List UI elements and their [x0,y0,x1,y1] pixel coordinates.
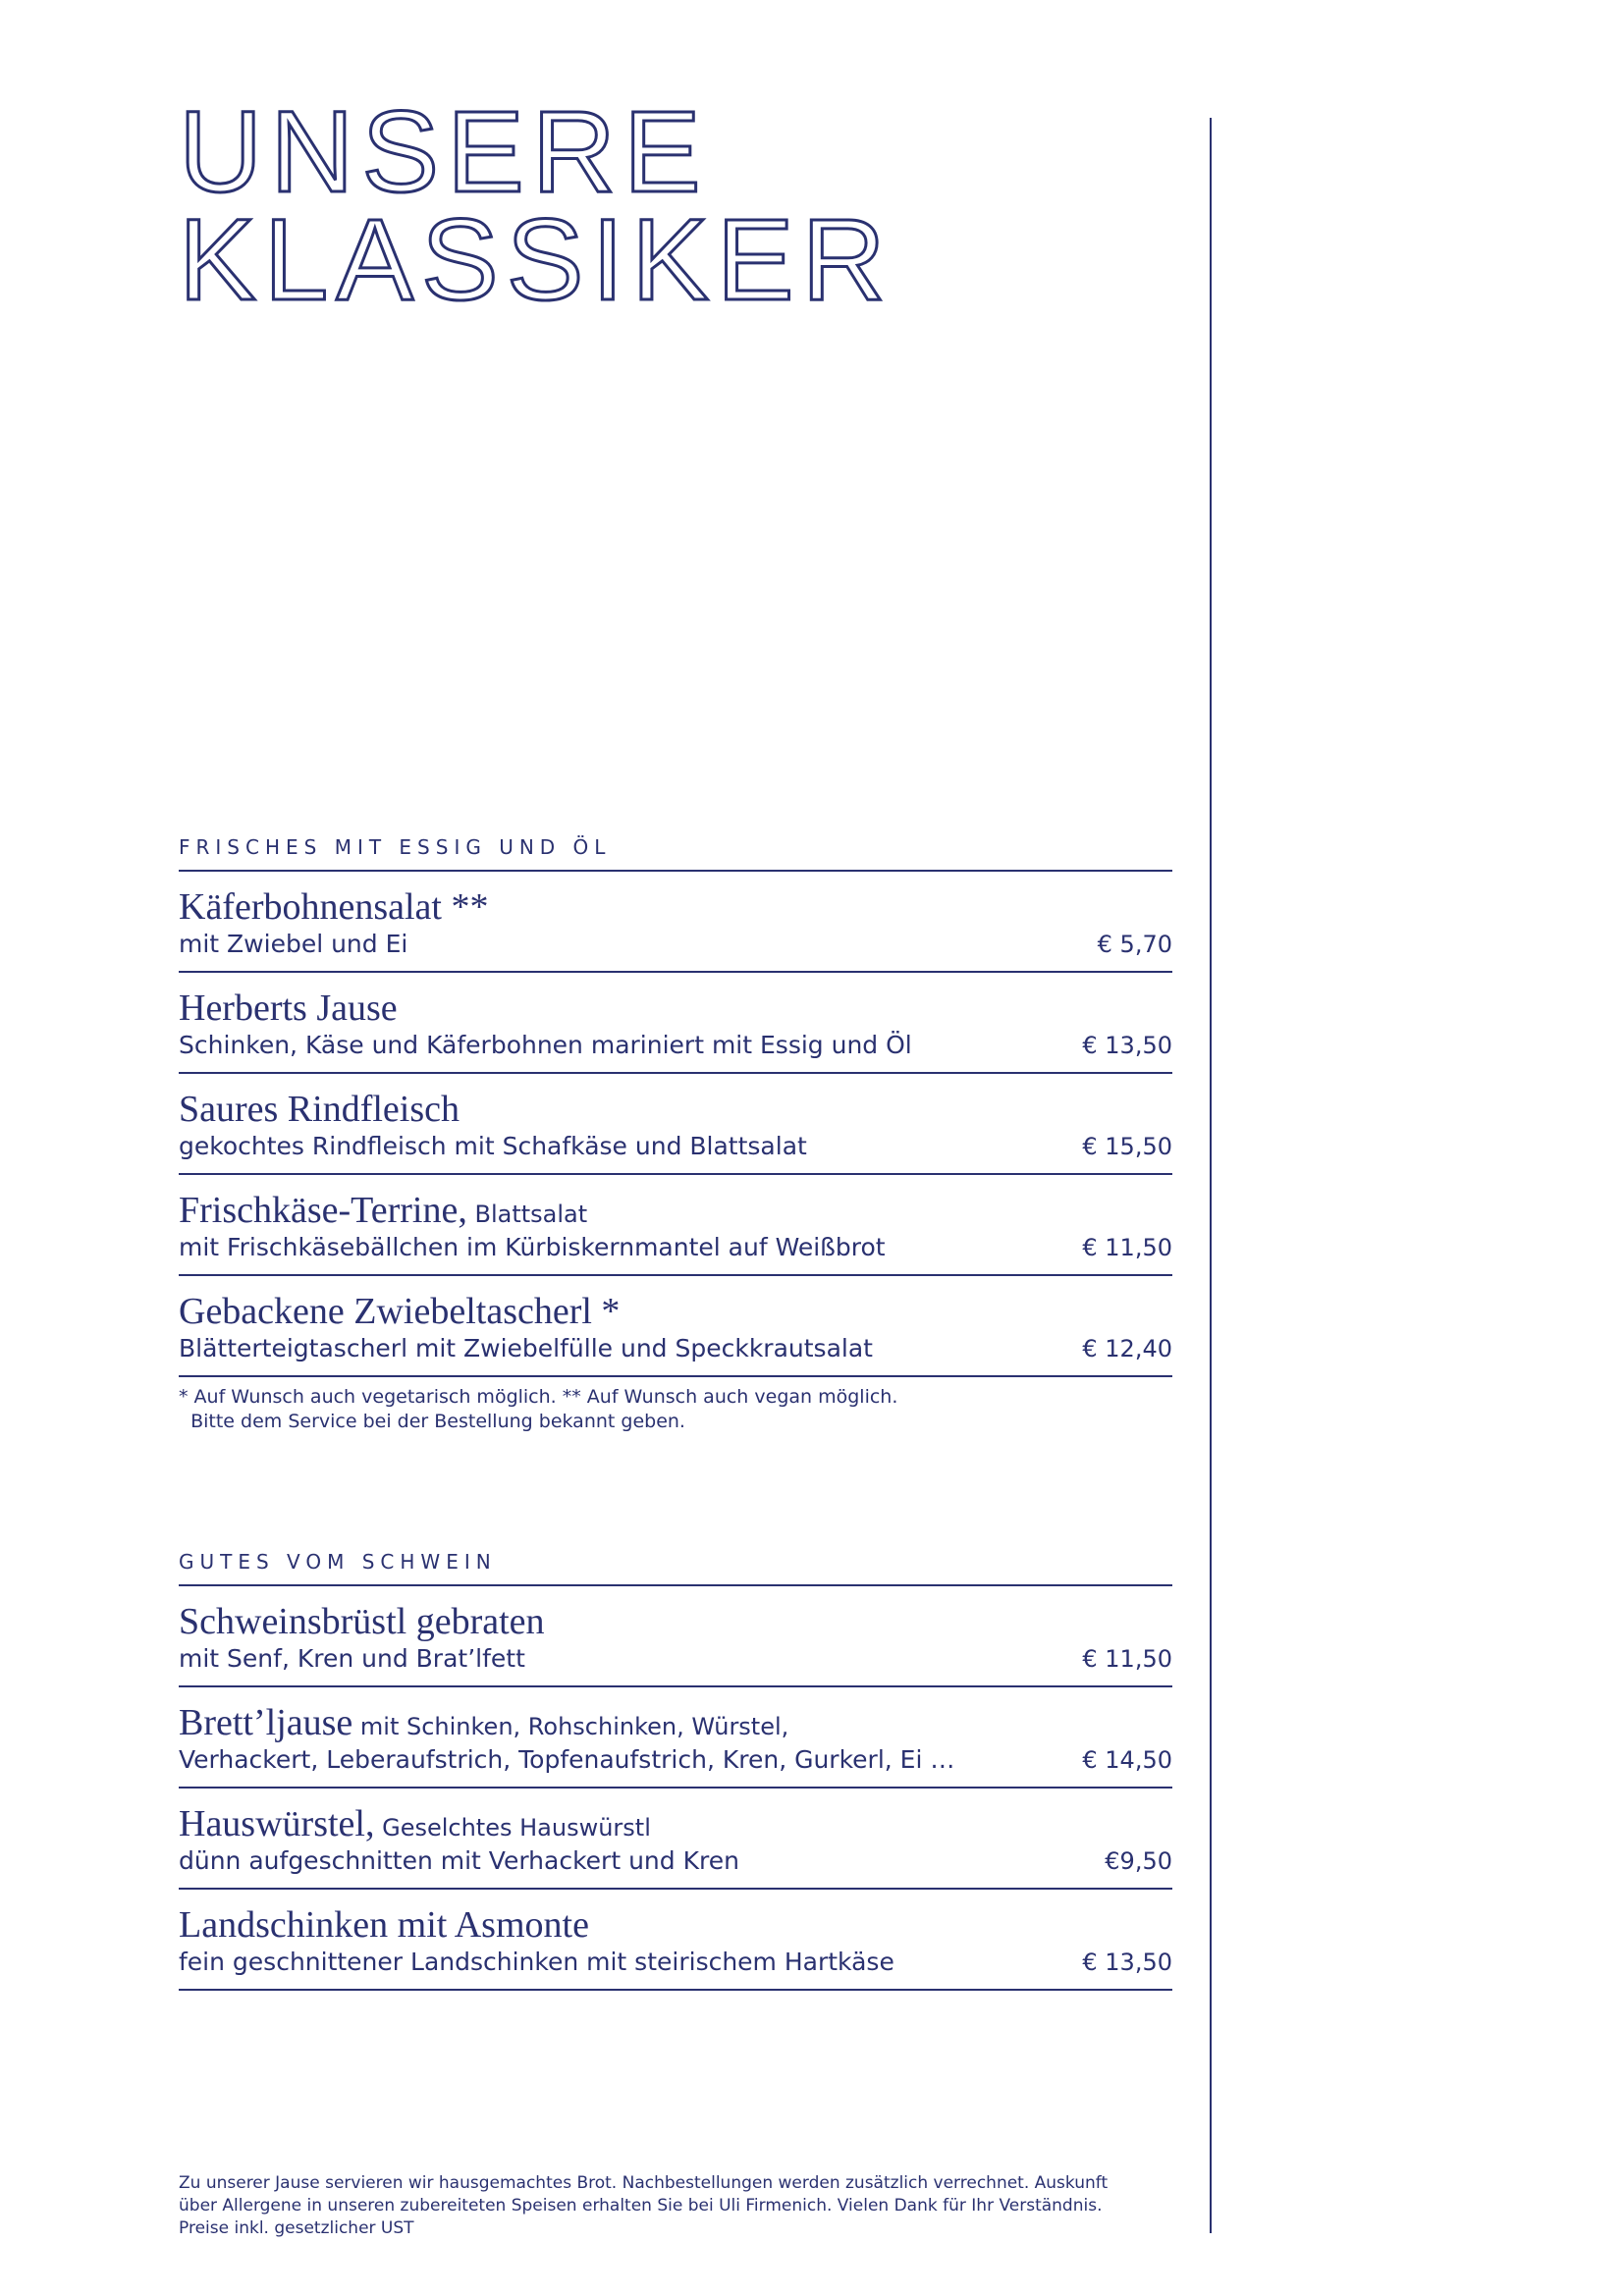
dish-price: € 11,50 [1082,1645,1172,1673]
menu-item [179,1687,1172,1789]
dish-price: € 5,70 [1097,931,1172,958]
menu-item [179,1890,1172,1991]
dish-description: mit Senf, Kren und Brat’lfett [179,1644,525,1673]
dish-name: Käferbohnensalat ** [179,886,489,928]
dish-description: Blätterteigtascherl mit Zwiebelfülle und Speckkrautsalat [179,1334,873,1362]
footer-line: Zu unserer Jause servieren wir hausgemachtes Brot. Nachbestellungen werden zusätzlich verrechnet. Auskunft [179,2173,1109,2193]
menu-item [179,1276,1172,1377]
section-heading: GUTES VOM SCHWEIN [179,1547,1172,1586]
dish-name: Brett’ljause mit Schinken, Rohschinken, Würstel, [179,1702,789,1743]
dish-price: € 14,50 [1082,1746,1172,1774]
dish-description: gekochtes Rindfleisch mit Schafkäse und Blattsalat [179,1132,807,1160]
page-footer-note [179,2172,1210,2240]
menu-item [179,1586,1172,1687]
dish-description: Verhackert, Leberaufstrich, Topfenaufstrich, Kren, Gurkerl, Ei … [179,1745,955,1774]
vertical-divider-line [1210,118,1212,2233]
dish-price: € 11,50 [1082,1234,1172,1261]
dish-price: € 15,50 [1082,1133,1172,1160]
dish-description: mit Frischkäsebällchen im Kürbiskernmantel auf Weißbrot [179,1233,886,1261]
page-title-line-2: KLASSIKER [179,195,893,325]
dish-description: Schinken, Käse und Käferbohnen mariniert mit Essig und Öl [179,1031,912,1059]
dish-name: Frischkäse-Terrine, Blattsalat [179,1190,588,1231]
menu-item [179,872,1172,973]
menu-item [179,1789,1172,1890]
dish-description: fein geschnittener Landschinken mit steirischem Hartkäse [179,1948,894,1976]
menu-item [179,1074,1172,1175]
dish-price: € 13,50 [1082,1032,1172,1059]
dish-name: Landschinken mit Asmonte [179,1904,589,1946]
dish-name: Gebackene Zwiebeltascherl * [179,1291,621,1332]
dish-description: mit Zwiebel und Ei [179,930,408,958]
menu-section-schwein [179,1547,1172,1991]
dish-name: Schweinsbrüstl gebraten [179,1601,545,1642]
menu-section-frisches [179,832,1172,1434]
dish-description: dünn aufgeschnitten mit Verhackert und Kren [179,1846,739,1875]
menu-item [179,1175,1172,1276]
dish-name: Saures Rindfleisch [179,1089,460,1130]
footnote-line: Bitte dem Service bei der Bestellung bekannt geben. [179,1411,685,1432]
section-heading: FRISCHES MIT ESSIG UND ÖL [179,832,1172,872]
dish-name: Hauswürstel, Geselchtes Hauswürstl [179,1803,651,1844]
dish-price: € 12,40 [1082,1335,1172,1362]
page-title [179,87,893,325]
footer-line: über Allergene in unseren zubereiteten Speisen erhalten Sie bei Uli Firmenich. Vielen Dank für Ihr Verständnis. [179,2196,1103,2216]
dish-price: € 13,50 [1082,1949,1172,1976]
menu-item [179,973,1172,1074]
page-title-line-1: UNSERE [179,87,709,217]
section-footnote [179,1377,1172,1434]
dish-price: €9,50 [1105,1847,1172,1875]
dish-name: Herberts Jause [179,988,398,1029]
footnote-line: * Auf Wunsch auch vegetarisch möglich. ** Auf Wunsch auch vegan möglich. [179,1386,898,1408]
footer-line: Preise inkl. gesetzlicher UST [179,2218,414,2238]
